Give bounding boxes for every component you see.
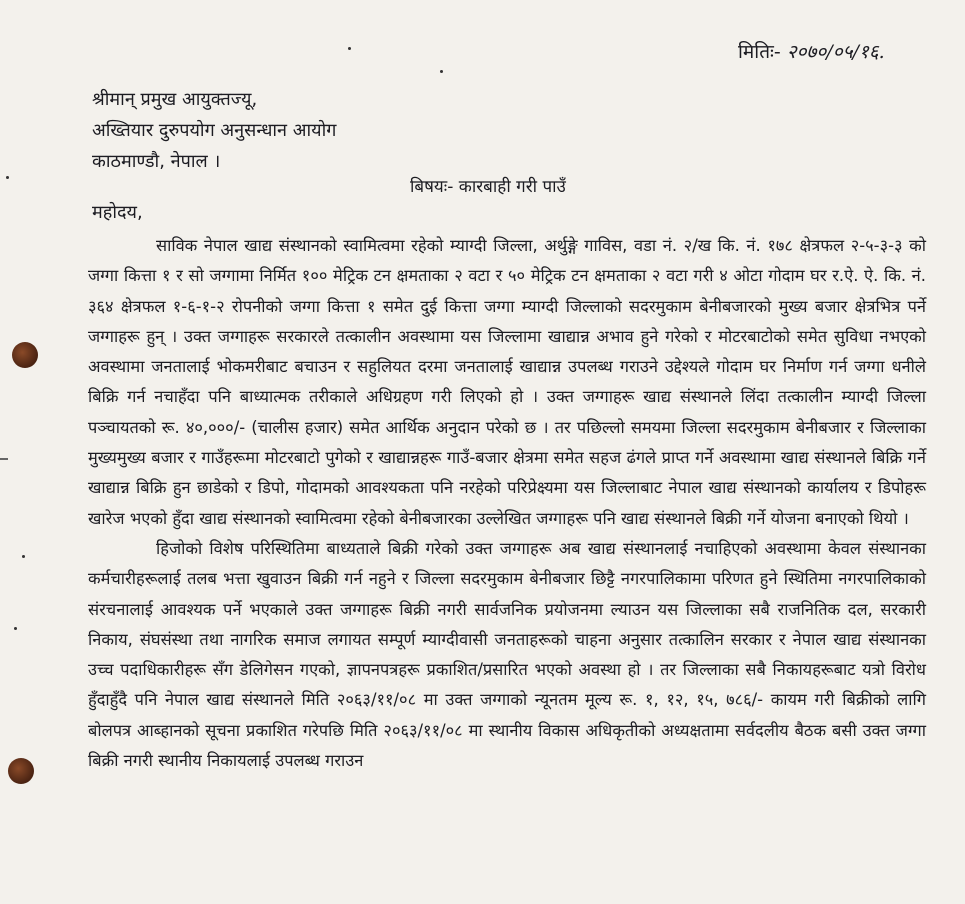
body-paragraph: हिजोको विशेष परिस्थितिमा बाध्यताले बिक्री गरेको उक्त जग्गाहरू अब खाद्य संस्थानलाई नचाहिएको अवस्थामा केवल संस्थानका कर्मचारीहरूलाई तलब भत्ता खुवाउन बिक्री गर्न नहुने र जिल्ला सदरमुकाम बेनीबजार छिट्टै नगरपालिकामा परिणत हुने स्थितिमा नगरपालिकाको संरचनालाई आवश्यक पर्ने भएकाले उक्त जग्गाहरू बिक्री नगरी सार्वजनिक प्रयोजनमा ल्याउन यस जिल्लाका सबै राजनितिक दल, सरकारी निकाय, संघसंस्था तथा नागरिक समाज लगायत सम्पूर्ण म्याग्दीवासी जनताहरूको चाहना अनुसार तत्कालिन सरकार र नेपाल खाद्य संस्थानका उच्च पदाधिकारीहरू सँग डेलिगेसन गएको, ज्ञापनपत्रहरू प्रकाशित/प्रसारित भएको अवस्था हो । तर जिल्लाका सबै निकायहरूबाट यत्रो विरोध हुँदाहुँदै पनि नेपाल खाद्य संस्थानले मिति २०६३/११/०८ मा उक्त जग्गाको न्यूनतम मूल्य रू. १, १२, १५, ७८६/- कायम गरी बिक्रीको लागि बोलपत्र आब्हानको सूचना प्रकाशित गरेपछि मिति २०६३/११/०८ मा स्थानीय विकास अधिकृतीको अध्यक्षतामा सर्वदलीय बैठक बसी उक्त जग्गा बिक्री नगरी स्थानीय निकायलाई उपलब्ध गराउन (88, 538, 926, 771)
letter-subject: बिषयः- कारबाही गरी पाउँ (410, 177, 566, 197)
paper-speck (348, 47, 351, 50)
paper-speck (22, 555, 25, 558)
body-paragraph: साविक नेपाल खाद्य संस्थानको स्वामित्वमा रहेको म्याग्दी जिल्ला, अर्थुङ्गे गाविस, वडा नं. २/ख कि. नं. १७८ क्षेत्रफल २-५-३-३ को जग्गा कित्ता १ र सो जग्गामा निर्मित १०० मेट्रिक टन क्षमताका २ वटा र ५० मेट्रिक टन क्षमताका २ वटा गरी ४ ओटा गोदाम घर र.ऐ. ऐ. कि. नं. ३६४ क्षेत्रफल १-६-१-२ रोपनीको जग्गा कित्ता १ समेत दुई कित्ता जग्गा म्याग्दी जिल्लाको सदरमुकाम बेनीबजारको मुख्य बजार क्षेत्रभित्र पर्ने जग्गाहरू हुन् । उक्त जग्गाहरू सरकारले तत्कालीन अवस्थामा यस जिल्लामा खाद्यान्न अभाव हुने गरेको र मोटरबाटोको समेत सुविधा नभएको अवस्थामा जनतालाई भोकमरीबाट बचाउन र सहुलियत दरमा जनतालाई खाद्यान्न उपलब्ध गराउने उद्देश्यले गोदाम घर निर्माण गर्न जग्गा धनीले बिक्रि गर्न नचाहँदा पनि बाध्यात्मक तरीकाले अधिग्रहण गरी लिएको हो । उक्त जग्गाहरू खाद्य संस्थानले लिंदा तत्कालीन म्याग्दी जिल्ला पञ्चायतको रू. ४०,०००/- (चालीस हजार) समेत आर्थिक अनुदान परेको छ । तर पछिल्लो समयमा जिल्ला सदरमुकाम बेनीबजार र जिल्लाका मुख्यमुख्य बजार र गाउँहरूमा मोटरबाटो पुगेको र खाद्यान्नहरू गाउँ-बजार क्षेत्रमा समेत सहज ढंगले प्राप्त गर्ने अवस्थामा खाद्य संस्थानले बिक्रि गर्ने खाद्यान्न बिक्रि हुन छाडेको र डिपो, गोदामको आवश्यकता पनि नरहेको परिप्रेक्ष्यमा यस जिल्लाबाट नेपाल खाद्य संस्थानको कार्यालय र डिपोहरू खारेज भएको हुँदा खाद्य संस्थानको स्वामित्वमा रहेको बेनीबजारका उल्लेखित जग्गाहरू पनि खाद्य संस्थानले बिक्री गर्ने योजना बनाएको थियो । (88, 236, 926, 528)
punch-hole-top (12, 342, 38, 368)
date-value: २०७०/०५/१६. (786, 41, 885, 63)
addressee-line: काठमाण्डौ, नेपाल । (92, 151, 221, 172)
letter-date (738, 38, 885, 64)
paper-speck (6, 176, 9, 179)
paper-mark (0, 458, 8, 460)
addressee-block (92, 84, 336, 177)
letter-body (88, 231, 926, 776)
paper-speck (14, 627, 17, 630)
letter-salutation: महोदय, (92, 202, 143, 223)
addressee-line: अख्तियार दुरुपयोग अनुसन्धान आयोग (92, 120, 337, 141)
paper-speck (440, 70, 443, 73)
addressee-line: श्रीमान् प्रमुख आयुक्तज्यू, (92, 89, 258, 110)
punch-hole-bottom (8, 758, 34, 784)
date-label: मितिः- (738, 41, 781, 63)
